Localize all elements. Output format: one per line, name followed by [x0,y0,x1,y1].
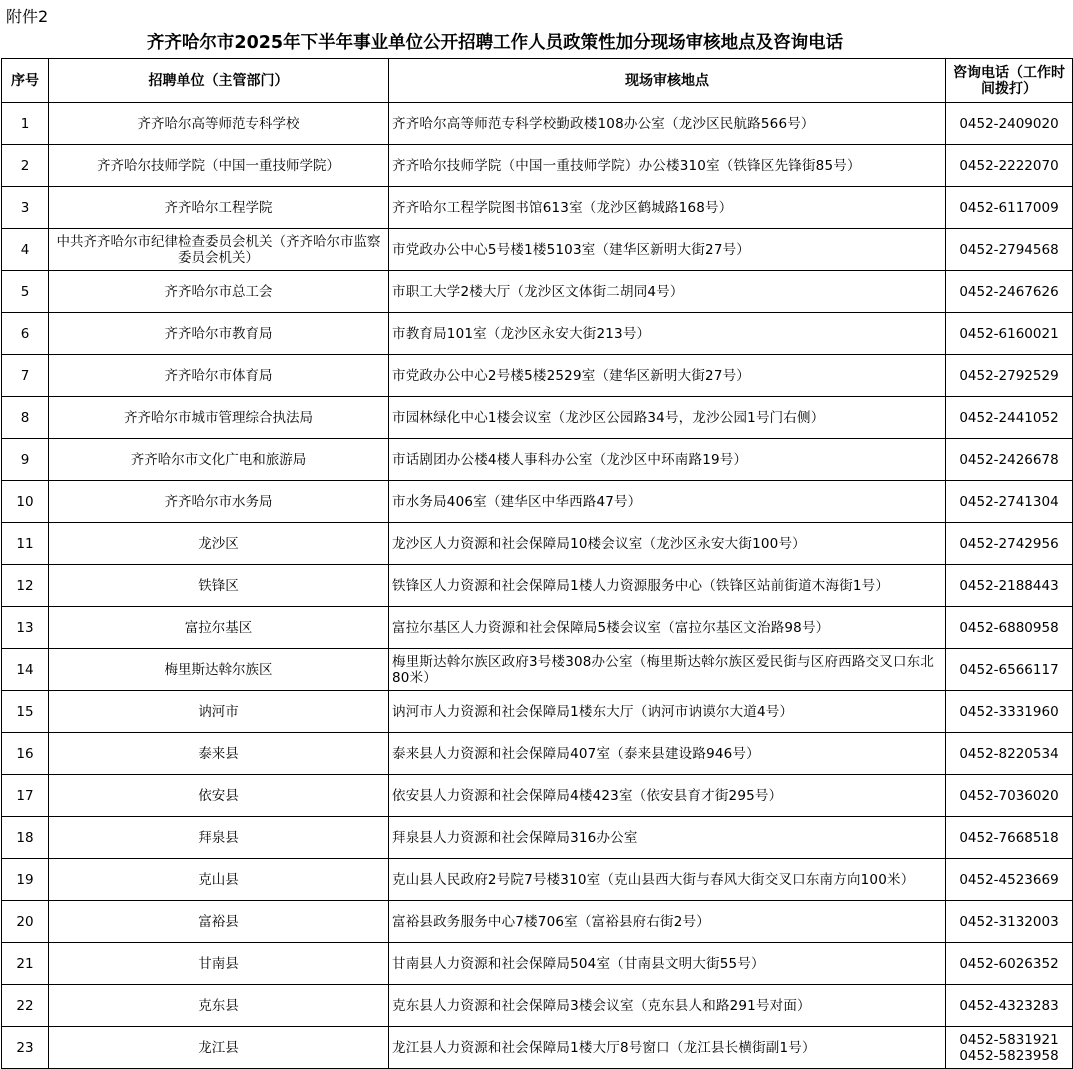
review-location: 齐齐哈尔工程学院图书馆613室（龙沙区鹤城路168号） [389,187,946,229]
row-number: 10 [2,481,49,523]
review-location: 富拉尔基区人力资源和社会保障局5楼会议室（富拉尔基区文治路98号） [389,607,946,649]
table-row [2,271,1073,313]
review-location: 齐齐哈尔高等师范专科学校勤政楼108办公室（龙沙区民航路566号） [389,103,946,145]
recruiting-unit: 齐齐哈尔技师学院（中国一重技师学院） [49,145,389,187]
table-row [2,439,1073,481]
recruiting-unit: 拜泉县 [49,817,389,859]
table-row [2,1027,1073,1069]
recruiting-unit: 讷河市 [49,691,389,733]
consult-phone: 0452-2409020 [946,103,1073,145]
table-row [2,397,1073,439]
review-location: 龙沙区人力资源和社会保障局10楼会议室（龙沙区永安大街100号） [389,523,946,565]
recruiting-unit: 铁锋区 [49,565,389,607]
header-unit: 招聘单位（主管部门） [49,59,389,103]
consult-phone: 0452-2794568 [946,229,1073,271]
review-location: 依安县人力资源和社会保障局4楼423室（依安县育才街295号） [389,775,946,817]
table-header-row [2,59,1073,103]
table-body [2,103,1073,1069]
recruiting-unit: 齐齐哈尔市体育局 [49,355,389,397]
consult-phone: 0452-2441052 [946,397,1073,439]
consult-phone: 0452-2426678 [946,439,1073,481]
table-row [2,523,1073,565]
recruiting-unit: 齐齐哈尔工程学院 [49,187,389,229]
row-number: 16 [2,733,49,775]
row-number: 5 [2,271,49,313]
consult-phone: 0452-2467626 [946,271,1073,313]
recruiting-unit: 中共齐齐哈尔市纪律检查委员会机关（齐齐哈尔市监察委员会机关） [49,229,389,271]
row-number: 11 [2,523,49,565]
table-row [2,607,1073,649]
table-row [2,145,1073,187]
review-location: 市职工大学2楼大厅（龙沙区文体街二胡同4号） [389,271,946,313]
table-row [2,649,1073,691]
consult-phone: 0452-6880958 [946,607,1073,649]
review-location: 龙江县人力资源和社会保障局1楼大厅8号窗口（龙江县长横街副1号） [389,1027,946,1069]
review-location: 齐齐哈尔技师学院（中国一重技师学院）办公楼310室（铁锋区先锋街85号） [389,145,946,187]
consult-phone: 0452-7668518 [946,817,1073,859]
table-row [2,187,1073,229]
consult-phone: 0452-4323283 [946,985,1073,1027]
recruiting-unit: 依安县 [49,775,389,817]
review-location: 富裕县政务服务中心7楼706室（富裕县府右街2号） [389,901,946,943]
header-phone: 咨询电话（工作时间拨打） [946,59,1073,103]
table-row [2,817,1073,859]
consult-phone: 0452-7036020 [946,775,1073,817]
row-number: 12 [2,565,49,607]
table-row [2,565,1073,607]
row-number: 15 [2,691,49,733]
row-number: 8 [2,397,49,439]
table-row [2,943,1073,985]
row-number: 18 [2,817,49,859]
row-number: 2 [2,145,49,187]
review-location: 市园林绿化中心1楼会议室（龙沙区公园路34号，龙沙公园1号门右侧） [389,397,946,439]
recruiting-unit: 齐齐哈尔市总工会 [49,271,389,313]
recruiting-unit: 齐齐哈尔市文化广电和旅游局 [49,439,389,481]
recruiting-unit: 克东县 [49,985,389,1027]
row-number: 7 [2,355,49,397]
consult-phone: 0452-8220534 [946,733,1073,775]
table-row [2,691,1073,733]
consult-phone: 0452-2741304 [946,481,1073,523]
row-number: 6 [2,313,49,355]
row-number: 1 [2,103,49,145]
recruiting-unit: 克山县 [49,859,389,901]
review-location: 铁锋区人力资源和社会保障局1楼人力资源服务中心（铁锋区站前街道木海街1号） [389,565,946,607]
consult-phone: 0452-2222070 [946,145,1073,187]
review-location: 市水务局406室（建华区中华西路47号） [389,481,946,523]
row-number: 14 [2,649,49,691]
header-no: 序号 [2,59,49,103]
document-title: 齐齐哈尔市2025年下半年事业单位公开招聘工作人员政策性加分现场审核地点及咨询电话 [146,33,844,53]
review-location: 讷河市人力资源和社会保障局1楼东大厅（讷河市讷谟尔大道4号） [389,691,946,733]
consult-phone [946,1027,1073,1069]
review-location: 拜泉县人力资源和社会保障局316办公室 [389,817,946,859]
table-row [2,901,1073,943]
table-row [2,859,1073,901]
table-row [2,775,1073,817]
recruiting-unit: 齐齐哈尔高等师范专科学校 [49,103,389,145]
recruiting-unit: 富裕县 [49,901,389,943]
row-number: 23 [2,1027,49,1069]
row-number: 20 [2,901,49,943]
consult-phone: 0452-3132003 [946,901,1073,943]
row-number: 22 [2,985,49,1027]
review-location: 甘南县人力资源和社会保障局504室（甘南县文明大街55号） [389,943,946,985]
recruiting-unit: 龙江县 [49,1027,389,1069]
attachment-label: 附件2 [6,7,49,26]
review-location: 市党政办公中心2号楼5楼2529室（建华区新明大街27号） [389,355,946,397]
consult-phone: 0452-6566117 [946,649,1073,691]
review-location: 市教育局101室（龙沙区永安大街213号） [389,313,946,355]
row-number: 9 [2,439,49,481]
consult-phone-2: 0452-5823958 [959,1047,1059,1064]
row-number: 19 [2,859,49,901]
recruiting-unit: 齐齐哈尔市教育局 [49,313,389,355]
table-row [2,313,1073,355]
review-location: 克山县人民政府2号院7号楼310室（克山县西大街与春风大街交叉口东南方向100米） [389,859,946,901]
consult-phone-1: 0452-5831921 [959,1031,1059,1048]
review-location: 市话剧团办公楼4楼人事科办公室（龙沙区中环南路19号） [389,439,946,481]
review-location: 市党政办公中心5号楼1楼5103室（建华区新明大街27号） [389,229,946,271]
row-number: 13 [2,607,49,649]
recruiting-unit: 龙沙区 [49,523,389,565]
consult-phone: 0452-2188443 [946,565,1073,607]
consult-phone: 0452-6160021 [946,313,1073,355]
consult-phone: 0452-2792529 [946,355,1073,397]
consult-phone: 0452-6026352 [946,943,1073,985]
row-number: 21 [2,943,49,985]
table-row [2,985,1073,1027]
recruiting-unit: 甘南县 [49,943,389,985]
review-location-table [1,58,1073,1069]
row-number: 17 [2,775,49,817]
table-row [2,733,1073,775]
recruiting-unit: 富拉尔基区 [49,607,389,649]
consult-phone: 0452-3331960 [946,691,1073,733]
table-row [2,481,1073,523]
review-location: 泰来县人力资源和社会保障局407室（泰来县建设路946号） [389,733,946,775]
consult-phone: 0452-4523669 [946,859,1073,901]
header-location: 现场审核地点 [389,59,946,103]
table-row [2,355,1073,397]
recruiting-unit: 齐齐哈尔市城市管理综合执法局 [49,397,389,439]
review-location: 克东县人力资源和社会保障局3楼会议室（克东县人和路291号对面） [389,985,946,1027]
review-location: 梅里斯达斡尔族区政府3号楼308办公室（梅里斯达斡尔族区爱民街与区府西路交叉口东北80米） [389,649,946,691]
table-row [2,103,1073,145]
recruiting-unit: 梅里斯达斡尔族区 [49,649,389,691]
consult-phone: 0452-6117009 [946,187,1073,229]
consult-phone: 0452-2742956 [946,523,1073,565]
recruiting-unit: 泰来县 [49,733,389,775]
row-number: 4 [2,229,49,271]
table-row [2,229,1073,271]
row-number: 3 [2,187,49,229]
recruiting-unit: 齐齐哈尔市水务局 [49,481,389,523]
